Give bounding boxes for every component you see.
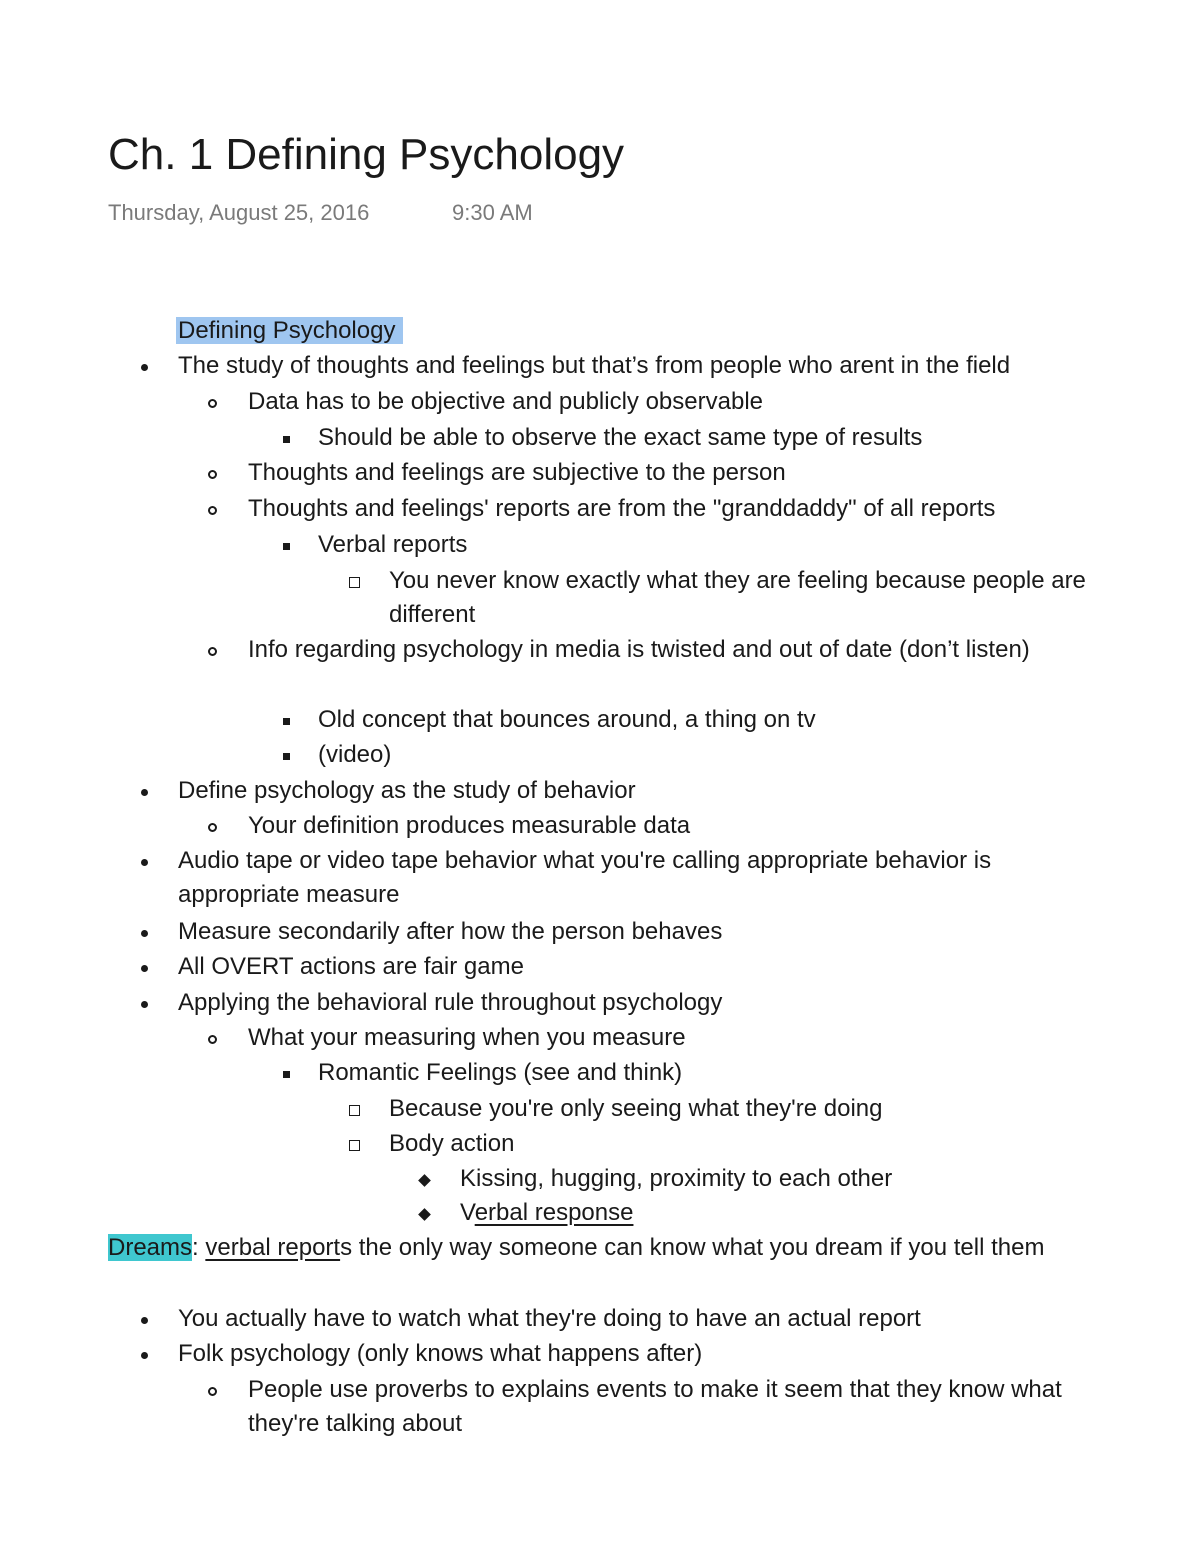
list-item: Thoughts and feelings are subjective to the person [248,459,786,486]
bullet-square-icon [276,1056,296,1090]
list-item: You actually have to watch what they're doing to have an actual report [178,1305,921,1332]
bullet-dot-icon [134,915,154,949]
bullet-dot-icon [134,774,154,808]
bullet-dot-icon [134,349,154,383]
list-item: Thoughts and feelings' reports are from the "granddaddy" of all reports [248,495,996,522]
list-item: Applying the behavioral rule throughout psychology [178,989,723,1016]
section-heading [176,314,403,348]
bullet-diamond-icon [414,1162,434,1196]
list-item: Old concept that bounces around, a thing on tv [318,706,816,733]
list-item: The study of thoughts and feelings but that’s from people who arent in the field [178,352,1011,379]
list-item: Info regarding psychology in media is twisted and out of date (don’t listen) [248,636,1030,663]
section-heading-text: Defining Psychology [176,317,403,344]
bullet-dot-icon [134,844,154,878]
bullet-dot-icon [134,1302,154,1336]
list-item: Kissing, hugging, proximity to each other [460,1165,893,1192]
list-item: You never know exactly what they are feeling because people are different [389,567,1086,628]
bullet-dot-icon [134,1337,154,1371]
note-time: 9:30 AM [452,200,533,225]
list-item-text: V [460,1199,475,1226]
dreams-colon: : [192,1234,199,1261]
note-date: Thursday, August 25, 2016 [108,200,370,225]
list-item [460,1196,633,1230]
bullet-circle-icon [202,385,222,419]
bullet-hollow-square-icon [344,1127,364,1161]
list-item: Audio tape or video tape behavior what you're calling appropriate behavior is appropriate measure [178,847,992,908]
list-item: All OVERT actions are fair game [178,953,524,980]
list-item: What your measuring when you measure [248,1024,686,1051]
list-item: Romantic Feelings (see and think) [318,1059,683,1086]
bullet-circle-icon [202,1021,222,1055]
bullet-dot-icon [134,986,154,1020]
bullet-square-icon [276,528,296,562]
list-item: Should be able to observe the exact same type of results [318,424,923,451]
bullet-diamond-icon [414,1196,434,1230]
bullet-circle-icon [202,1373,222,1407]
list-item: Folk psychology (only knows what happens after) [178,1340,703,1367]
bullet-hollow-square-icon [344,1092,364,1126]
underlined-text: erbal response [474,1199,634,1226]
dreams-text: s the only way someone can know what you dream if you tell them [340,1234,1045,1261]
bullet-circle-icon [202,492,222,526]
bullet-circle-icon [202,633,222,667]
bullet-circle-icon [202,456,222,490]
dreams-paragraph [108,1231,1098,1265]
bullet-circle-icon [202,809,222,843]
dreams-label: Dreams [108,1234,193,1261]
list-item: Data has to be objective and publicly observable [248,388,763,415]
list-item: Your definition produces measurable data [248,812,691,839]
list-item: Because you're only seeing what they're doing [389,1095,883,1122]
bullet-square-icon [276,738,296,772]
list-item: Body action [389,1130,515,1157]
list-item: Measure secondarily after how the person behaves [178,918,723,945]
underlined-text: verbal report [205,1234,341,1261]
list-item: Define psychology as the study of behavior [178,777,636,804]
list-item: Verbal reports [318,531,468,558]
list-item: (video) [318,741,392,768]
bullet-square-icon [276,421,296,455]
page-title: Ch. 1 Defining Psychology [108,130,625,179]
list-item: People use proverbs to explains events to make it seem that they know what they're talking about [248,1376,1062,1437]
bullet-dot-icon [134,950,154,984]
bullet-hollow-square-icon [344,564,364,598]
bullet-square-icon [276,703,296,737]
